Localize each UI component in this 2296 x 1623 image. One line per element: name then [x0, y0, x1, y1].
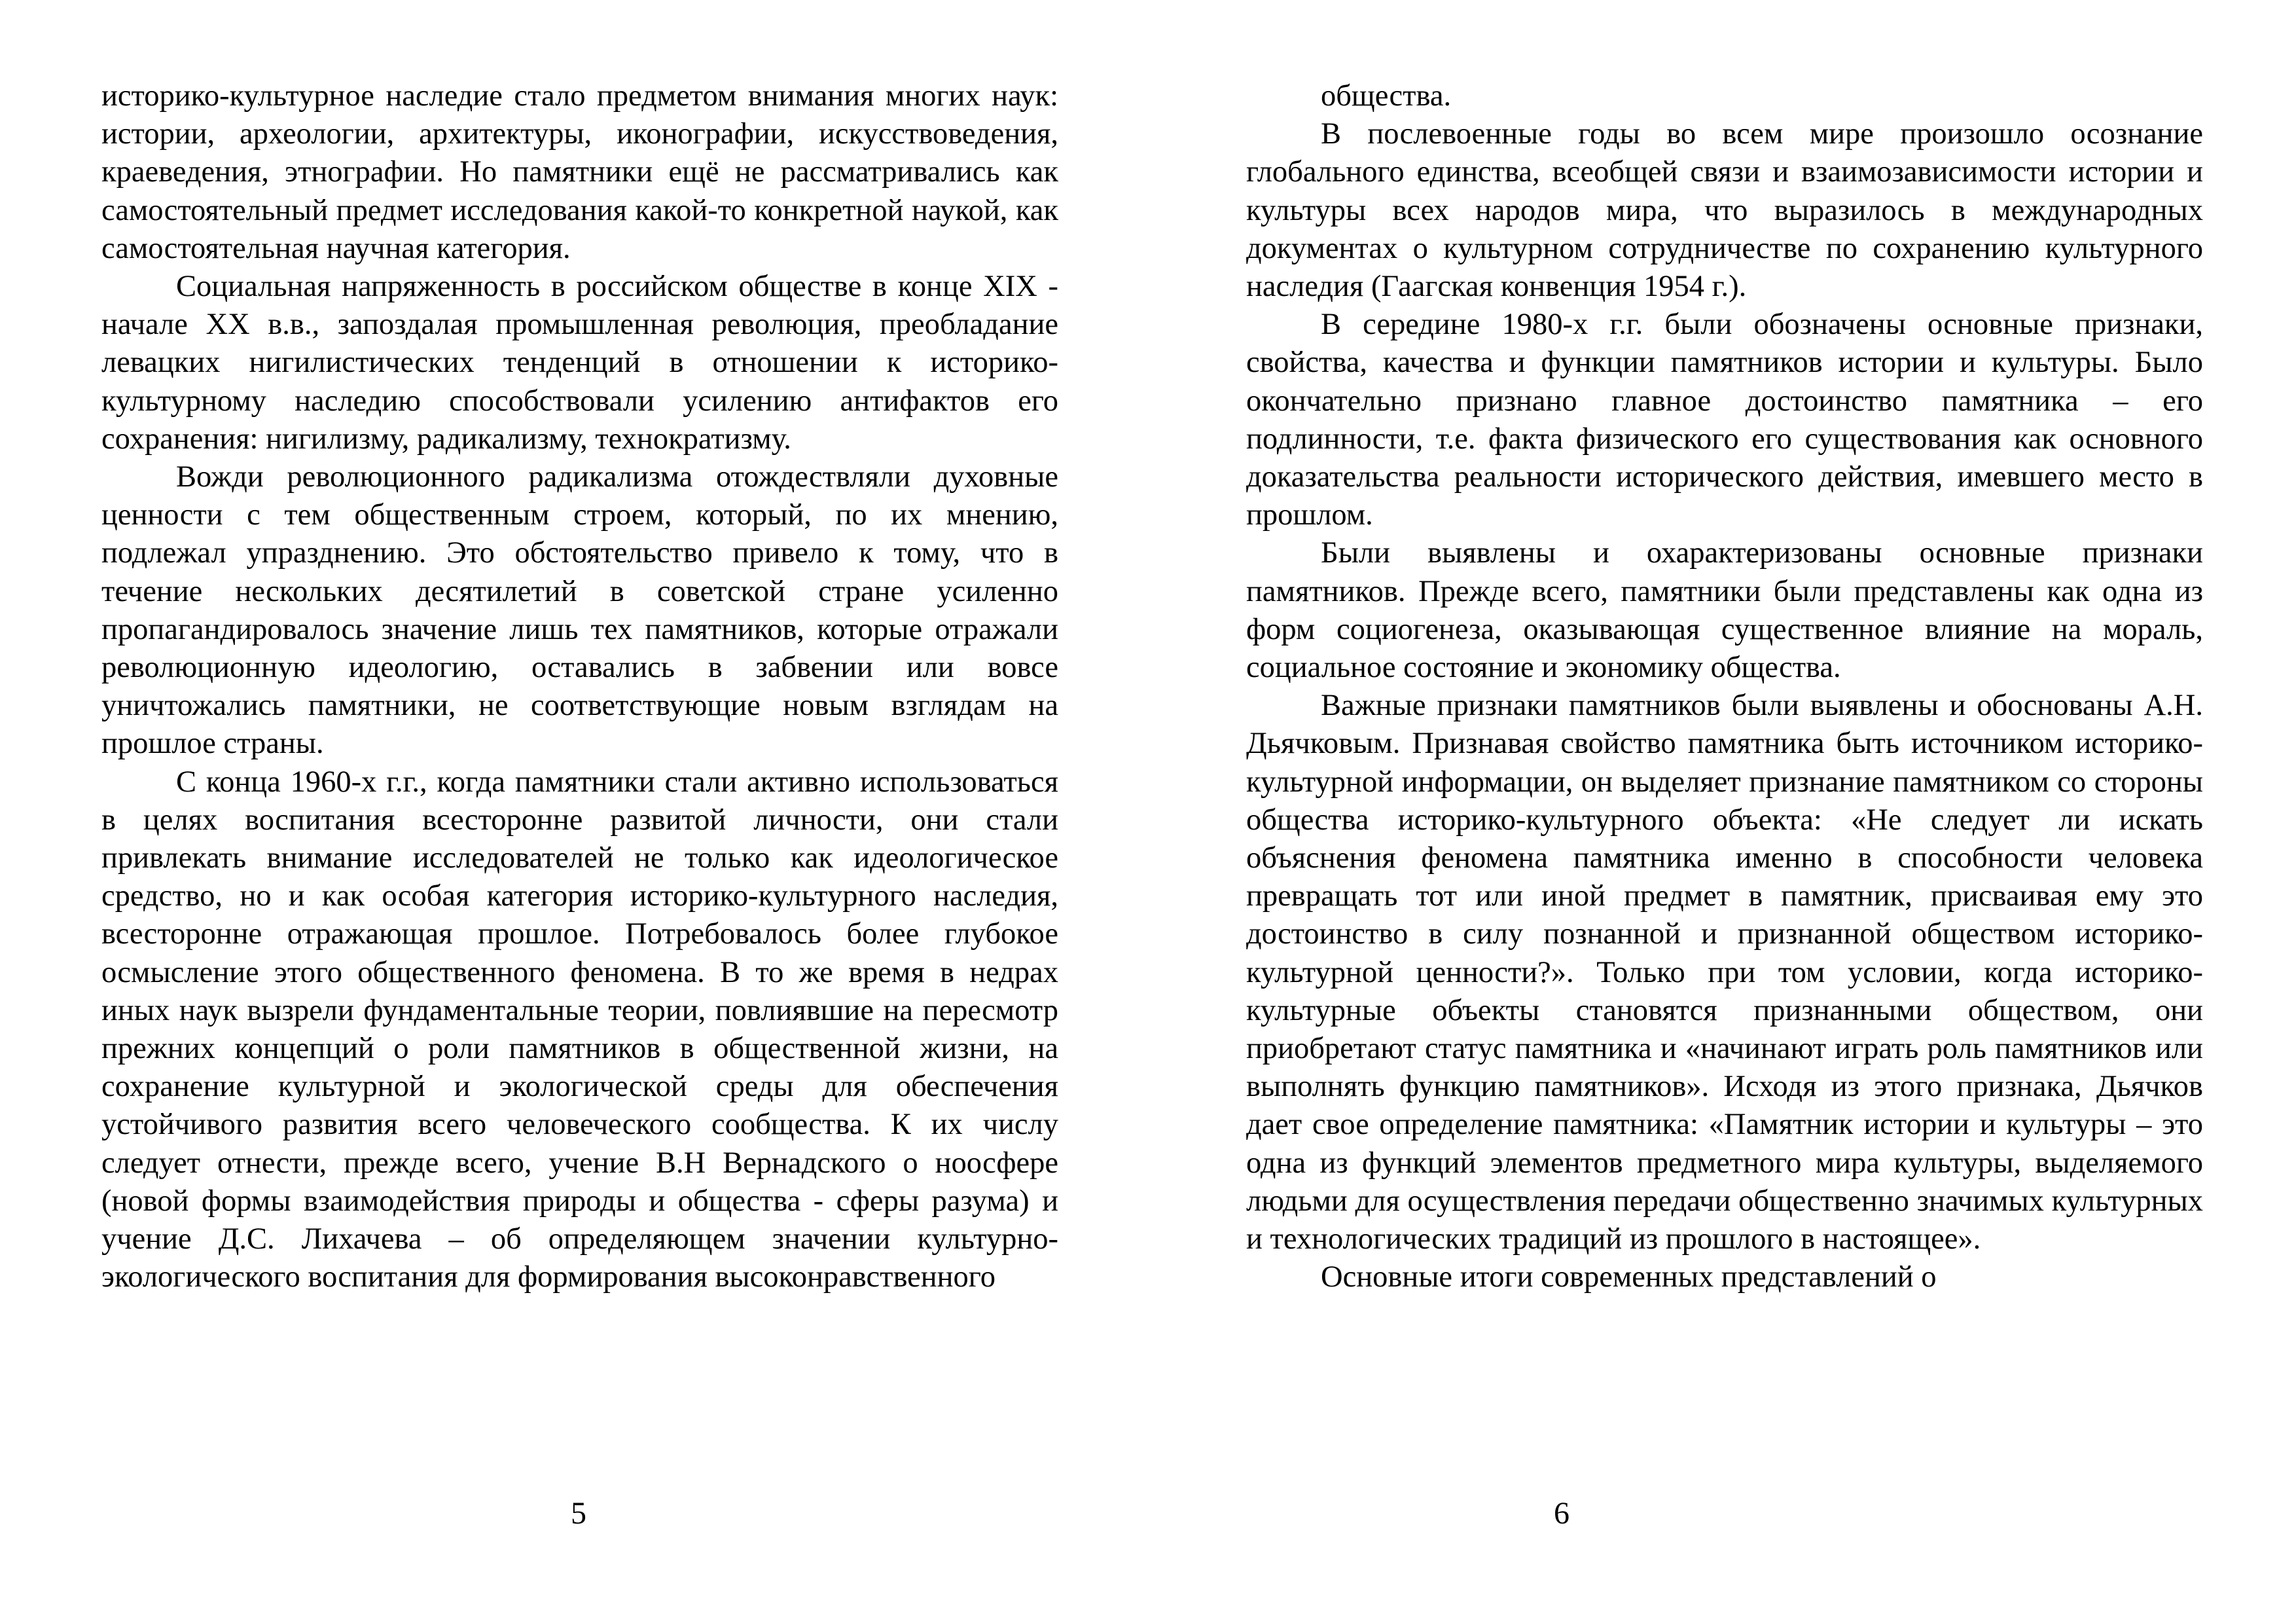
page-number: 5 — [571, 1496, 586, 1531]
text-column-left — [101, 77, 1058, 1297]
paragraph: В середине 1980-х г.г. были обозначены основные признаки, свойства, качества и функции памятников истории и культуры. Было окончательно признано главное достоинство памятника – его подлинности, т.е. факта физического его существования как основного доказательства реальности исторического действия, имевшего место в прошлом. — [1246, 308, 2203, 532]
paragraph: Важные признаки памятников были выявлены и обоснованы А.Н. Дьячковым. Признавая свойство памятника быть источником историко-культурной информации, он выделяет признание памятником со стороны общества историко-культурного объекта: «Не следует ли искать объяснения феномена памятника именно в способности человека превращать тот или иной предмет в памятник, присваивая ему это достоинство в силу познанной и признанной обществом историко-культурной ценности?». Только при том условии, когда историко-культурные объекты становятся признанными обществом, они приобретают статус памятника и «начинают играть роль памятников или выполнять функцию памятников». Исходя из этого признака, Дьячков дает свое определение памятника: «Памятник истории и культуры – это одна из функций элементов предметного мира культуры, выделяемого людьми для осуществления передачи общественно значимых культурных и технологических традиций из прошлого в настоящее». — [1246, 689, 2203, 1256]
text-column-right — [1246, 77, 2203, 1297]
paragraph: общества. — [1321, 79, 1452, 113]
paragraph: В послевоенные годы во всем мире произошло осознание глобального единства, всеобщей связи и взаимозависимости истории и культуры всех народов мира, что выразилось в международных документах о культурном сотрудничестве по сохранению культурного наследия (Гаагская конвенция 1954 г.). — [1246, 117, 2203, 304]
paragraph: историко-культурное наследие стало предметом внимания многих наук: истории, археологии, архитектуры, иконографии, искусствоведения, краеведения, этнографии. Но памятники ещё не рассматривались как самостоятельный предмет исследования какой-то конкретной наукой, как самостоятельная научная категория. — [101, 79, 1058, 265]
page-right — [1148, 0, 2296, 1623]
paragraph: С конца 1960-х г.г., когда памятники стали активно использоваться в целях воспитания всесторонне развитой личности, они стали привлекать внимание исследователей не только как идеологическое средство, но и как особая категория историко-культурного наследия, всесторонне отражающая прошлое. Потребовалось более глубокое осмысление этого общественного феномена. В то же время в недрах иных наук вызрели фундаментальные теории, повлиявшие на пересмотр прежних концепций о роли памятников в общественной жизни, на сохранение культурной и экологической среды для обеспечения устойчивого развития всего человеческого сообщества. К их числу следует отнести, прежде всего, учение В.Н Вернадского о ноосфере (новой формы взаимодействия природы и общества - сферы разума) и учение Д.С. Лихачева – об определяющем значении культурно-экологического воспитания для формирования высоконравственного — [101, 765, 1058, 1294]
page-number: 6 — [1554, 1496, 1570, 1531]
paragraph: Вожди революционного радикализма отождествляли духовные ценности с тем общественным строем, который, по их мнению, подлежал упразднению. Это обстоятельство привело к тому, что в течение нескольких десятилетий в советской стране усиленно пропагандировалось значение лишь тех памятников, которые отражали революционную идеологию, оставались в забвении или вовсе уничтожались памятники, не соответствующие новым взглядам на прошлое страны. — [101, 460, 1058, 761]
paragraph: Были выявлены и охарактеризованы основные признаки памятников. Прежде всего, памятники были представлены как одна из форм социогенеза, оказывающая существенное влияние на мораль, социальное состояние и экономику общества. — [1246, 536, 2203, 685]
paragraph: Основные итоги современных представлений о — [1321, 1260, 1937, 1294]
paragraph: Социальная напряженность в российском обществе в конце XIX - начале XX в.в., запоздалая промышленная революция, преобладание левацких нигилистических тенденций в отношении к историко-культурному наследию способствовали усилению антифактов его сохранения: нигилизму, радикализму, технократизму. — [101, 270, 1058, 456]
